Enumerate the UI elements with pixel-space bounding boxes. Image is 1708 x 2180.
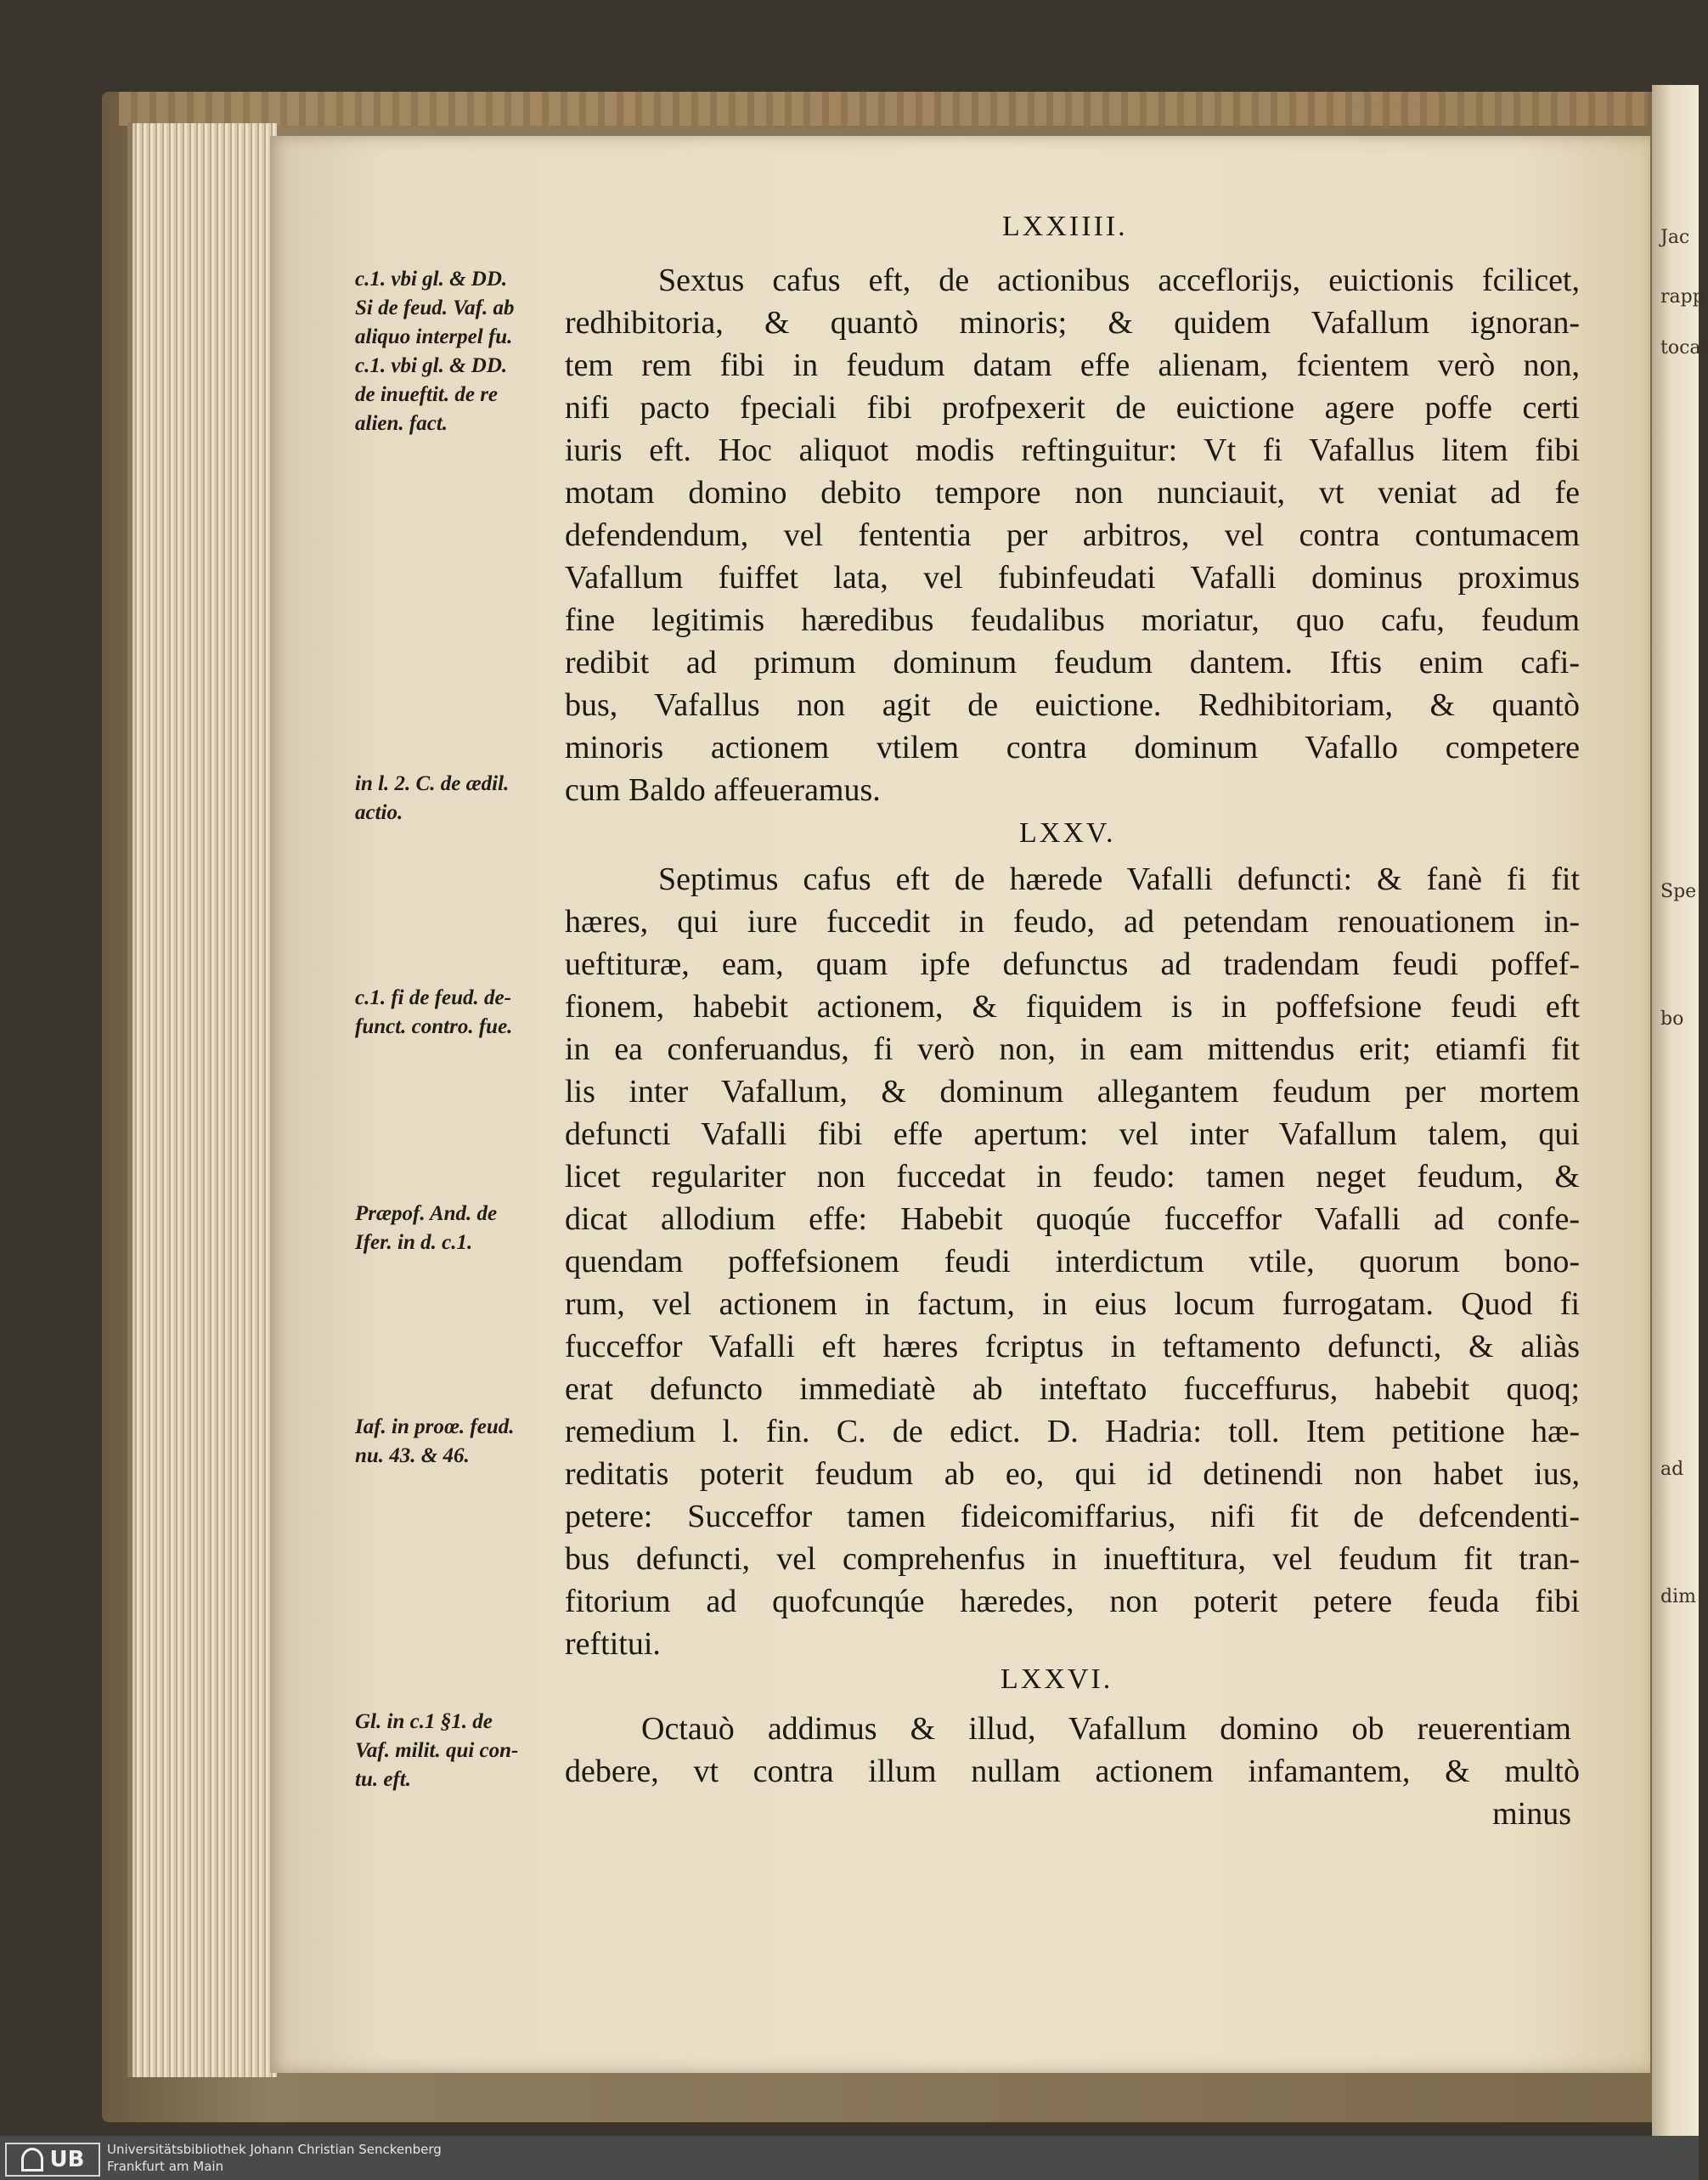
text-line: motam domino debito tempore non nunciauit, vt veniat ad fe [565,475,1580,511]
text-line: fitorium ad quofcunqúe hæredes, non poterit petere feuda fibi [565,1584,1580,1619]
margin-note-line: tu. eft. [355,1768,411,1791]
margin-note-line: nu. 43. & 46. [355,1444,470,1467]
text-line: defendendum, vel fententia per arbitros, vel contra contumacem [565,517,1580,553]
margin-note-line: c.1. vbi gl. & DD. [355,354,508,377]
margin-note-line: c.1. vbi gl. & DD. [355,268,508,291]
text-line: petere: Succeffor tamen fideicomiffarius, nifi fit de defcendenti- [565,1499,1580,1534]
text-line: reditatis poterit feudum ab eo, qui id detinendi non habet ius, [565,1456,1580,1492]
text-line: quendam poffefsionem feudi interdictum vtile, quorum bono- [565,1244,1580,1279]
book-top-edge [119,92,1648,126]
section-heading-lxxv: LXXV. [1019,817,1116,849]
text-line: fionem, habebit actionem, & fiquidem is in poffefsione feudi eft [565,989,1580,1025]
text-line: ueftituræ, eam, quam ipfe defunctus ad tradendam feudi poffef- [565,946,1580,982]
margin-note-line: funct. contro. fue. [355,1015,513,1038]
text-line: remedium l. fin. C. de edict. D. Hadria: toll. Item petitione hæ- [565,1414,1580,1449]
adjacent-page-fragments [1660,212,1708,1607]
text-line: fucceffor Vafalli eft hæres fcriptus in teftamento defuncti, & aliàs [565,1329,1580,1364]
margin-note-line: in l. 2. C. de ædil. [355,772,510,795]
fragment: Jac [1660,227,1690,248]
text-line: Octauò addimus & illud, Vafallum domino ob reuerentiam [641,1711,1571,1747]
margin-note-line: Ifer. in d. c.1. [355,1231,473,1254]
fragment: bo [1660,1008,1684,1030]
fragment: dim [1660,1586,1696,1607]
margin-note-line: actio. [355,801,403,824]
margin-note [355,1708,567,1794]
margin-note-line: Præpof. And. de [355,1202,498,1225]
text-line: dicat allodium effe: Habebit quoqúe fucceffor Vafalli ad confe- [565,1201,1580,1237]
library-name [107,2141,442,2175]
margin-note [355,770,567,827]
text-line: in ea conferuandus, fi verò non, in eam mittendus erit; etiamfi fit [565,1031,1580,1067]
text-line: Septimus cafus eft de hærede Vafalli defuncti: & fanè fi fit [658,861,1580,897]
fragment: ad [1660,1459,1684,1480]
text-line: erat defuncto immediatè ab inteftato fucceffurus, habebit quoq; [565,1371,1580,1407]
text-line: cum Baldo affeueramus. [565,772,881,808]
page-stack-edge [127,123,277,2077]
text-line: tem rem fibi in feudum datam effe alienam, fcientem verò non, [565,347,1580,383]
library-name-line2: Frankfurt am Main [107,2159,224,2174]
library-logo-text: UB [49,2147,85,2172]
margin-note-line: de inueftit. de re [355,383,499,406]
text-line: iuris eft. Hoc aliquot modis reftinguitur: Vt fi Vafallus litem fibi [565,432,1580,468]
text-line: nifi pacto fpeciali fibi profpexerit de euictione agere poffe certi [565,390,1580,426]
text-line: redhibitoria, & quantò minoris; & quidem Vafallum ignoran- [565,305,1580,341]
fragment: rapp [1660,286,1705,308]
text-line: bus, Vafallus non agit de euictione. Redhibitoriam, & quantò [565,687,1580,723]
library-logo-icon [21,2148,43,2172]
catchword: minus [1492,1796,1571,1832]
text-line: redibit ad primum dominum feudum dantem. Iftis enim cafi- [565,645,1580,681]
text-line: debere, vt contra illum nullam actionem infamantem, & multò [565,1754,1580,1789]
library-name-line1: Universitätsbibliothek Johann Christian Senckenberg [107,2142,442,2157]
margin-note-line: aliquo interpel fu. [355,325,513,348]
margin-note [355,1200,567,1257]
text-line: reftitui. [565,1626,661,1662]
margin-note-line: Iaf. in proœ. feud. [355,1415,515,1438]
margin-note-line: c.1. fi de feud. de- [355,986,511,1009]
library-footer [0,2136,1699,2180]
text-line: bus defuncti, vel comprehenfus in inueftitura, vel feudum fit tran- [565,1541,1580,1577]
text-line: rum, vel actionem in factum, in eius locum furrogatam. Quod fi [565,1286,1580,1322]
text-line: fine legitimis hæredibus feudalibus moriatur, quo cafu, feudum [565,602,1580,638]
margin-note [355,1413,567,1471]
text-line: Sextus cafus eft, de actionibus acceflorijs, euictionis fcilicet, [658,263,1580,298]
text-line: minoris actionem vtilem contra dominum Vafallo competere [565,730,1580,765]
fragment: Spe [1660,881,1697,902]
margin-note-line: Vaf. milit. qui con- [355,1739,519,1762]
margin-note-line: Gl. in c.1 §1. de [355,1710,493,1733]
text-line: licet regulariter non fuccedat in feudo: tamen neget feudum, & [565,1159,1580,1194]
section-heading-lxxvi: LXXVI. [1001,1663,1113,1695]
text-line: defuncti Vafalli fibi effe apertum: vel inter Vafallum talem, qui [565,1116,1580,1152]
margin-note-line: Si de feud. Vaf. ab [355,297,515,319]
text-line: Vafallum fuiffet lata, vel fubinfeudati Vafalli dominus proximus [565,560,1580,596]
section-heading-lxxiiii: LXXIIII. [1002,211,1128,242]
margin-note [355,265,567,438]
margin-note [355,984,567,1042]
text-line: lis inter Vafallum, & dominum allegantem feudum per mortem [565,1074,1580,1110]
fragment: tocat [1660,337,1708,359]
text-line: hæres, qui iure fuccedit in feudo, ad petendam renouationem in- [565,904,1580,940]
library-logo[interactable] [5,2143,100,2177]
margin-note-line: alien. fact. [355,412,448,435]
